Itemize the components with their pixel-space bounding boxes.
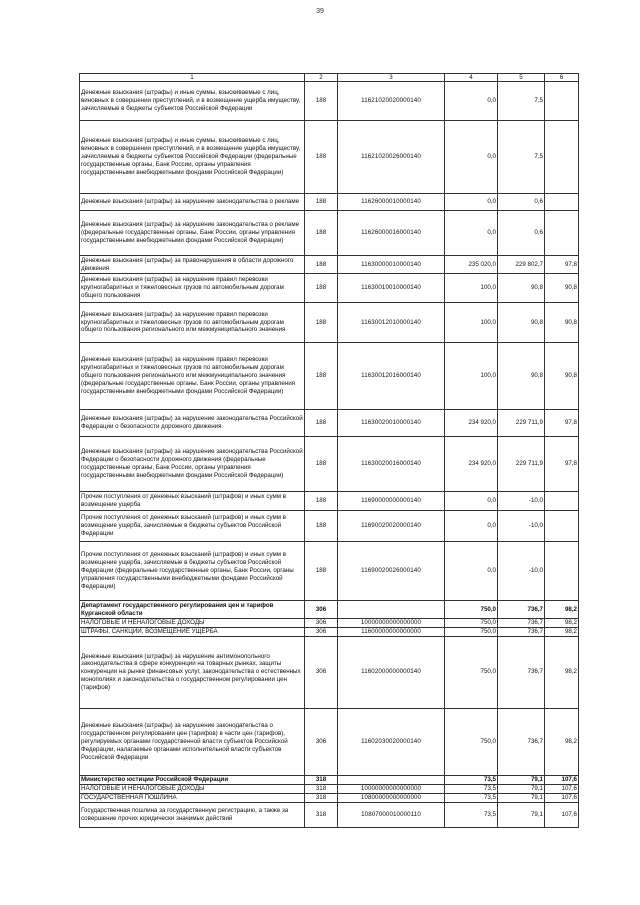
cell-plan: 0,0 <box>445 82 498 121</box>
cell-name: Департамент государственного регулирования цен и тарифов Курганской области <box>80 601 305 619</box>
cell-code: 11630020010000140 <box>338 410 445 437</box>
cell-plan: 750,0 <box>445 627 498 636</box>
cell-name: Денежные взыскания (штрафы) за нарушение законодательства о государственном регулировании цен (тарифов) в части цен (тарифов), регулируемых органами государственной власти субъектов Российской Федерации, налагаемые органами исполнительной власти субъектов Российской Федерации <box>80 708 305 775</box>
cell-fact: 736,7 <box>498 636 545 708</box>
cell-code: 11602030020000140 <box>338 708 445 775</box>
cell-pct: 107,6 <box>545 793 579 802</box>
cell-name: Денежные взыскания (штрафы) за нарушение правил перевозки крупногабаритных и тяжеловесных грузов по автомобильным дорогам общего пользования <box>80 274 305 303</box>
cell-name: НАЛОГОВЫЕ И НЕНАЛОГОВЫЕ ДОХОДЫ <box>80 619 305 628</box>
cell-fact: 736,7 <box>498 708 545 775</box>
cell-code: 11630000010000140 <box>338 256 445 274</box>
table-body <box>80 74 579 828</box>
cell-name: Денежные взыскания (штрафы) за нарушение законодательства Российской Федерации о безопасности дорожного движения (федеральные государственные органы, Банк России, органы управления государственными внебюджетными фондами Российской Федерации) <box>80 437 305 492</box>
cell-pct: 107,6 <box>545 775 579 784</box>
cell-admin: 188 <box>305 542 338 601</box>
cell-fact: -10,0 <box>498 511 545 542</box>
table-row <box>80 619 579 628</box>
cell-admin: 306 <box>305 627 338 636</box>
table-row <box>80 775 579 784</box>
cell-fact: 229 802,7 <box>498 256 545 274</box>
cell-admin: 318 <box>305 793 338 802</box>
cell-code: 11690000000000140 <box>338 492 445 511</box>
cell-plan: 235 020,0 <box>445 256 498 274</box>
cell-code: 10000000000000000 <box>338 619 445 628</box>
cell-admin: 188 <box>305 303 338 343</box>
cell-pct: 98,2 <box>545 601 579 619</box>
cell-plan: 73,5 <box>445 784 498 793</box>
cell-name: НАЛОГОВЫЕ И НЕНАЛОГОВЫЕ ДОХОДЫ <box>80 784 305 793</box>
cell-name: Государственная пошлина за государственную регистрацию, а также за совершение прочих юридически значимых действий <box>80 802 305 827</box>
header-cell: 1 <box>80 74 305 82</box>
cell-code: 11630010010000140 <box>338 274 445 303</box>
cell-code: 11690020020000140 <box>338 511 445 542</box>
table-row <box>80 410 579 437</box>
table-row <box>80 121 579 194</box>
cell-admin: 188 <box>305 194 338 211</box>
cell-fact: 736,7 <box>498 619 545 628</box>
cell-code: 10807000010000110 <box>338 802 445 827</box>
cell-name: Денежные взыскания (штрафы) за нарушение антимонопольного законодательства в сфере конкуренции на товарных рынках, защиты конкуренции на рынке финансовых услуг, законодательства о естественных монополиях и законодательства о государственном регулировании цен (тарифов) <box>80 636 305 708</box>
cell-pct: 98,2 <box>545 627 579 636</box>
cell-code: 10800000000000000 <box>338 793 445 802</box>
cell-plan: 750,0 <box>445 601 498 619</box>
table-row <box>80 303 579 343</box>
cell-plan: 100,0 <box>445 274 498 303</box>
cell-admin: 306 <box>305 636 338 708</box>
cell-name: Денежные взыскания (штрафы) за нарушение законодательства о рекламе (федеральные государственные органы, Банк России, органы управления государственными внебюджетными фондами Российской Федерации) <box>80 211 305 256</box>
cell-admin: 188 <box>305 410 338 437</box>
cell-code: 11630012010000140 <box>338 303 445 343</box>
cell-name: Денежные взыскания (штрафы) за нарушение законодательства о рекламе <box>80 194 305 211</box>
header-cell: 5 <box>498 74 545 82</box>
table-row <box>80 708 579 775</box>
table-row <box>80 82 579 121</box>
cell-name: Денежные взыскания (штрафы) за нарушение правил перевозки крупногабаритных и тяжеловесных грузов по автомобильным дорогам общего пользования регионального или межмуниципального значения (федеральные государственные органы, Банк России, органы управления государственными внебюджетными фондами Российской Федерации) <box>80 343 305 410</box>
table-row <box>80 601 579 619</box>
cell-admin: 306 <box>305 708 338 775</box>
cell-pct <box>545 511 579 542</box>
cell-plan: 750,0 <box>445 636 498 708</box>
cell-admin: 318 <box>305 775 338 784</box>
cell-name: Прочие поступления от денежных взысканий (штрафов) и иных сумм в возмещение ущерба, зачисляемые в бюджеты субъектов Российской Федерации <box>80 511 305 542</box>
budget-table <box>79 73 579 828</box>
cell-fact: 736,7 <box>498 601 545 619</box>
header-cell: 4 <box>445 74 498 82</box>
cell-admin: 188 <box>305 211 338 256</box>
cell-fact: -10,0 <box>498 492 545 511</box>
cell-admin: 318 <box>305 784 338 793</box>
table-row <box>80 793 579 802</box>
cell-fact: 7,5 <box>498 121 545 194</box>
cell-code <box>338 601 445 619</box>
cell-name: Министерство юстиции Российской Федерации <box>80 775 305 784</box>
table-row <box>80 256 579 274</box>
cell-pct <box>545 211 579 256</box>
cell-plan: 73,5 <box>445 775 498 784</box>
cell-admin: 188 <box>305 256 338 274</box>
table-row <box>80 784 579 793</box>
cell-code <box>338 775 445 784</box>
cell-fact: 0,6 <box>498 211 545 256</box>
cell-plan: 73,5 <box>445 793 498 802</box>
cell-admin: 188 <box>305 492 338 511</box>
cell-code: 11630020016000140 <box>338 437 445 492</box>
cell-plan: 750,0 <box>445 708 498 775</box>
cell-admin: 188 <box>305 343 338 410</box>
cell-name: Денежные взыскания (штрафы) за нарушение правил перевозки крупногабаритных и тяжеловесных грузов по автомобильным дорогам общего пользования регионального или межмуниципального значения <box>80 303 305 343</box>
cell-admin: 188 <box>305 121 338 194</box>
cell-admin: 306 <box>305 619 338 628</box>
table-row <box>80 627 579 636</box>
cell-pct <box>545 121 579 194</box>
cell-name: ШТРАФЫ, САНКЦИИ, ВОЗМЕЩЕНИЕ УЩЕРБА <box>80 627 305 636</box>
cell-pct: 98,2 <box>545 636 579 708</box>
cell-pct: 98,2 <box>545 708 579 775</box>
cell-pct <box>545 542 579 601</box>
cell-plan: 0,0 <box>445 542 498 601</box>
cell-admin: 188 <box>305 437 338 492</box>
cell-admin: 318 <box>305 802 338 827</box>
cell-pct: 97,8 <box>545 437 579 492</box>
table-row <box>80 802 579 827</box>
cell-fact: 90,8 <box>498 274 545 303</box>
cell-code: 11602000000000140 <box>338 636 445 708</box>
cell-plan: 0,0 <box>445 194 498 211</box>
cell-plan: 750,0 <box>445 619 498 628</box>
cell-name: Денежные взыскания (штрафы) и иные суммы, взыскиваемые с лиц, виновных в совершении преступлений, и в возмещение ущерба имуществу, зачисляемые в бюджеты субъектов Российской Федерации (федеральные государственные органы, Банк России, органы управления государственными внебюджетными фондами Российской Федерации) <box>80 121 305 194</box>
cell-pct <box>545 492 579 511</box>
cell-code: 10000000000000000 <box>338 784 445 793</box>
cell-plan: 0,0 <box>445 121 498 194</box>
cell-plan: 100,0 <box>445 343 498 410</box>
table-row <box>80 511 579 542</box>
table-row <box>80 211 579 256</box>
cell-code: 11630012016000140 <box>338 343 445 410</box>
cell-fact: 90,8 <box>498 303 545 343</box>
cell-code: 11690020026000140 <box>338 542 445 601</box>
cell-fact: 7,5 <box>498 82 545 121</box>
cell-fact: -10,0 <box>498 542 545 601</box>
cell-plan: 0,0 <box>445 211 498 256</box>
cell-admin: 188 <box>305 82 338 121</box>
cell-pct: 97,8 <box>545 256 579 274</box>
header-cell: 6 <box>545 74 579 82</box>
cell-plan: 73,5 <box>445 802 498 827</box>
cell-fact: 229 711,9 <box>498 437 545 492</box>
cell-name: Денежные взыскания (штрафы) за нарушение законодательства Российской Федерации о безопасности дорожного движения <box>80 410 305 437</box>
cell-pct: 97,8 <box>545 410 579 437</box>
cell-pct <box>545 194 579 211</box>
table-row <box>80 437 579 492</box>
cell-fact: 0,6 <box>498 194 545 211</box>
cell-code: 11626000010000140 <box>338 194 445 211</box>
cell-fact: 79,1 <box>498 784 545 793</box>
table-row <box>80 542 579 601</box>
cell-code: 11621020020000140 <box>338 82 445 121</box>
cell-plan: 100,0 <box>445 303 498 343</box>
cell-name: ГОСУДАРСТВЕННАЯ ПОШЛИНА <box>80 793 305 802</box>
cell-plan: 234 920,0 <box>445 437 498 492</box>
cell-fact: 79,1 <box>498 802 545 827</box>
cell-code: 11626000016000140 <box>338 211 445 256</box>
cell-plan: 234 920,0 <box>445 410 498 437</box>
cell-pct <box>545 82 579 121</box>
table-row <box>80 492 579 511</box>
cell-fact: 229 711,9 <box>498 410 545 437</box>
cell-fact: 79,1 <box>498 775 545 784</box>
cell-fact: 79,1 <box>498 793 545 802</box>
cell-name: Прочие поступления от денежных взысканий (штрафов) и иных сумм в возмещение ущерба <box>80 492 305 511</box>
cell-code: 11621020026000140 <box>338 121 445 194</box>
cell-pct: 98,2 <box>545 619 579 628</box>
cell-pct: 90,8 <box>545 274 579 303</box>
cell-pct: 90,8 <box>545 303 579 343</box>
header-cell: 3 <box>338 74 445 82</box>
table-header-row <box>80 74 579 82</box>
table-row <box>80 343 579 410</box>
cell-admin: 188 <box>305 511 338 542</box>
cell-name: Прочие поступления от денежных взысканий (штрафов) и иных сумм в возмещение ущерба, зачисляемые в бюджеты субъектов Российской Федерации (федеральные государственные органы, Банк России, органы управления государственными внебюджетными фондами Российской Федерации) <box>80 542 305 601</box>
table-row <box>80 636 579 708</box>
cell-admin: 188 <box>305 274 338 303</box>
cell-name: Денежные взыскания (штрафы) и иные суммы, взыскиваемые с лиц, виновных в совершении преступлений, и в возмещение ущерба имуществу, зачисляемые в бюджеты субъектов Российской Федерации <box>80 82 305 121</box>
page-number: 39 <box>316 8 324 15</box>
cell-plan: 0,0 <box>445 511 498 542</box>
cell-plan: 0,0 <box>445 492 498 511</box>
cell-fact: 736,7 <box>498 627 545 636</box>
table-row <box>80 194 579 211</box>
cell-admin: 306 <box>305 601 338 619</box>
table-row <box>80 274 579 303</box>
cell-code: 11600000000000000 <box>338 627 445 636</box>
cell-name: Денежные взыскания (штрафы) за правонарушения в области дорожного движения <box>80 256 305 274</box>
cell-fact: 90,8 <box>498 343 545 410</box>
cell-pct: 107,6 <box>545 784 579 793</box>
cell-pct: 107,6 <box>545 802 579 827</box>
cell-pct: 90,8 <box>545 343 579 410</box>
header-cell: 2 <box>305 74 338 82</box>
